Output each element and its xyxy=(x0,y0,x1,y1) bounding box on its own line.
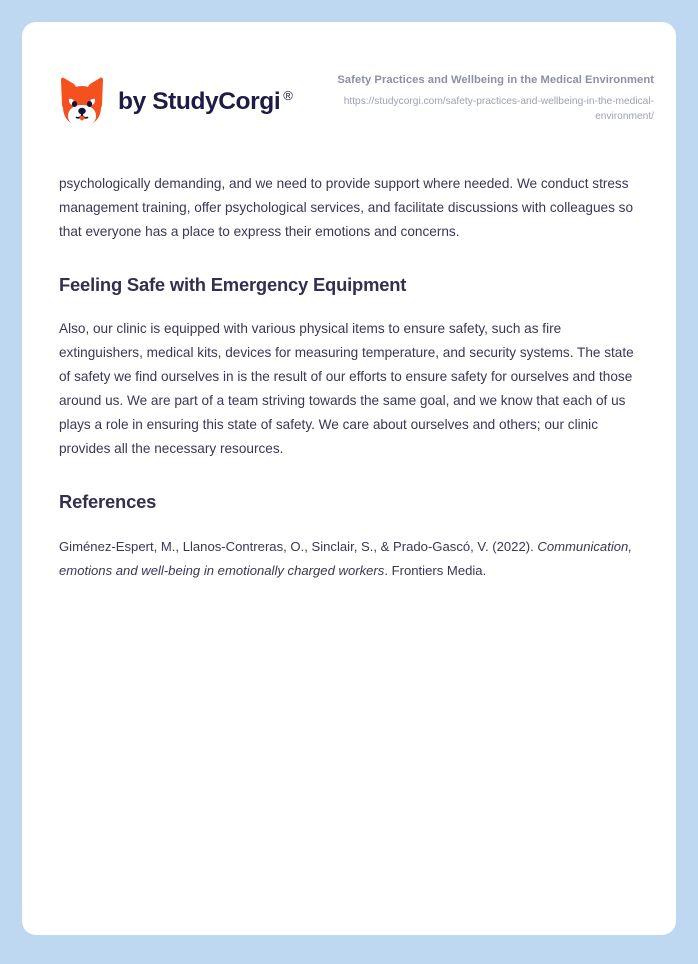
document-title: Safety Practices and Wellbeing in the Medical Environment xyxy=(337,74,654,86)
reference-authors-year: Giménez-Espert, M., Llanos-Contreras, O., Sinclair, S., & Prado-Gascó, V. (2022). xyxy=(59,539,538,554)
section-paragraph: Also, our clinic is equipped with various physical items to ensure safety, such as fire extinguishers, medical kits, devices for measuring temperature, and security systems. The state of safety we find ourselves in is the result of our efforts to ensure safety for ourselves and those around us. We are part of a team striving towards the same goal, and we know that each of us plays a role in ensuring this state of safety. We care about ourselves and others; our clinic provides all the necessary resources. xyxy=(59,321,634,456)
registered-trademark-icon: ® xyxy=(283,88,293,104)
reference-title: Communication, emotions and well-being in emotionally charged workers xyxy=(59,539,632,578)
brand-wordmark-text: by StudyCorgi xyxy=(118,88,281,116)
corgi-logo-icon xyxy=(59,76,105,128)
brand-wordmark xyxy=(118,89,292,115)
reference-entry xyxy=(59,535,639,583)
document-page-card xyxy=(22,22,676,935)
reference-publisher: . Frontiers Media. xyxy=(384,563,487,578)
document-source-url[interactable]: https://studycorgi.com/safety-practices-and-wellbeing-in-the-medical-environment/ xyxy=(343,95,654,122)
header-meta xyxy=(292,70,654,124)
section-heading-emergency-equipment: Feeling Safe with Emergency Equipment xyxy=(59,274,407,295)
document-body xyxy=(22,172,676,583)
brand-lockup xyxy=(59,70,292,128)
document-header xyxy=(22,22,676,128)
intro-paragraph: psychologically demanding, and we need to provide support where needed. We conduct stress management training, offer psychological services, and facilitate discussions with colleagues so that everyone has a place to express their emotions and concerns. xyxy=(59,176,634,239)
section-heading-references: References xyxy=(59,491,157,512)
